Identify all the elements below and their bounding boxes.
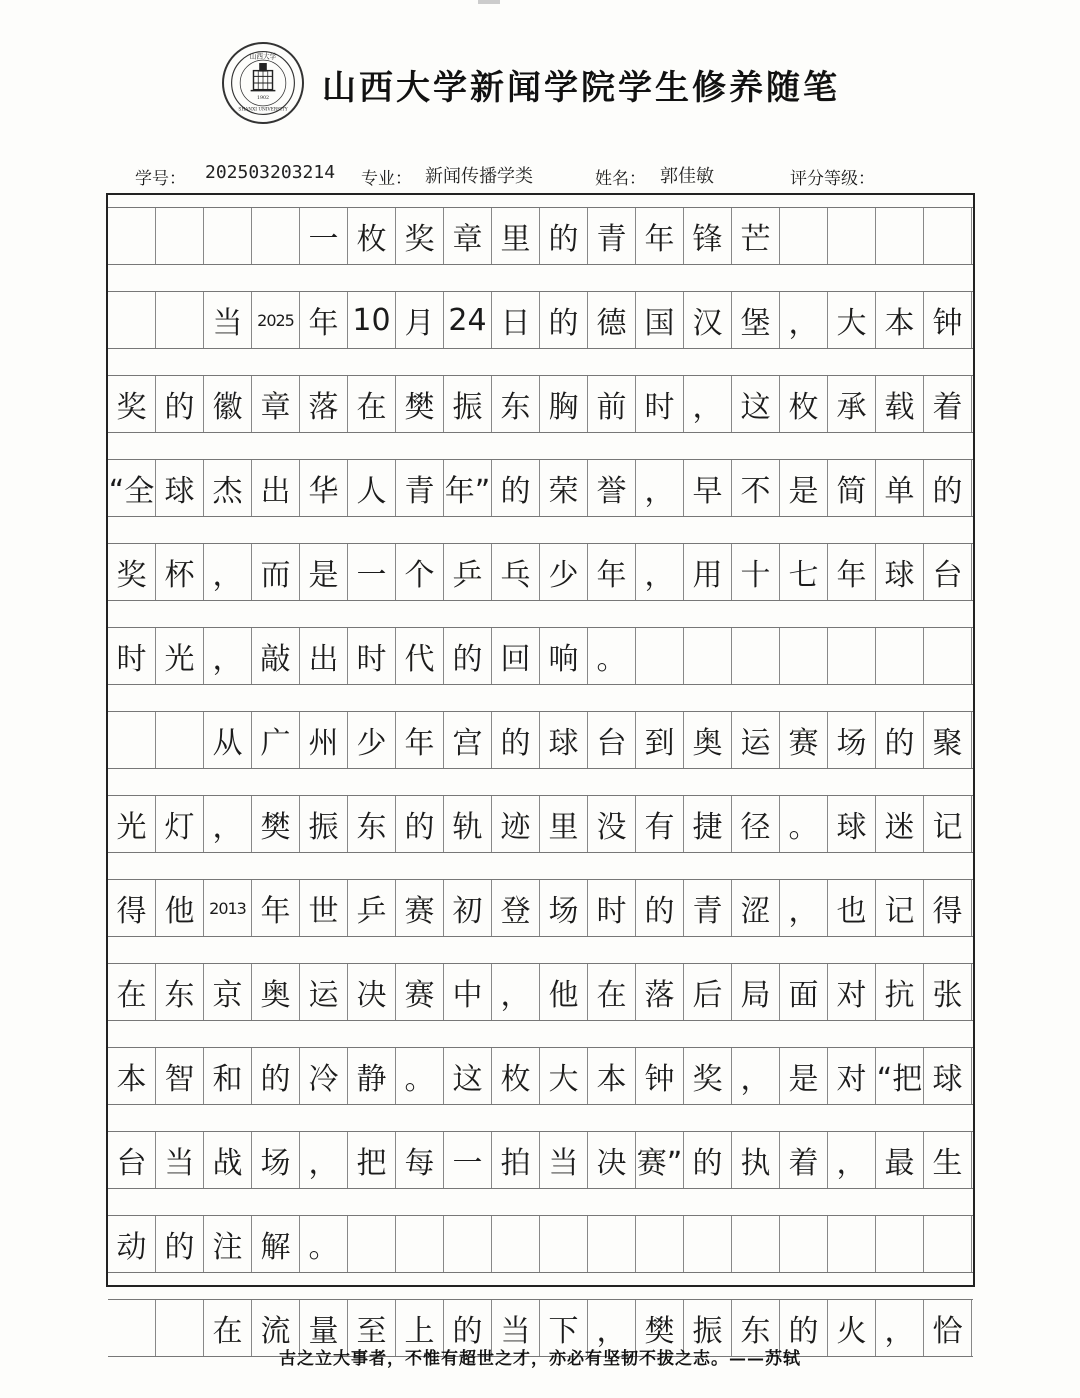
grid-cell: 时 (588, 880, 636, 936)
grid-cell: 一 (300, 208, 348, 264)
grid-cell: 拍 (492, 1132, 540, 1188)
grid-cell: 汉 (684, 292, 732, 348)
grid-cell: 有 (636, 796, 684, 852)
grid-row (108, 627, 973, 685)
grid-cell: 和 (204, 1048, 252, 1104)
grid-cell: 章 (252, 376, 300, 432)
grid-cell: 京 (204, 964, 252, 1020)
grid-cell: 振 (300, 796, 348, 852)
grid-cell: 的 (876, 712, 924, 768)
grid-cell: 锋 (684, 208, 732, 264)
grid-cell: 下 (540, 1300, 588, 1356)
grid-cell: 是 (300, 544, 348, 600)
grid-cell: 樊 (252, 796, 300, 852)
grid-cell: 前 (588, 376, 636, 432)
grid-cell: 这 (444, 1048, 492, 1104)
grid-cell: 量 (300, 1300, 348, 1356)
grid-cell: 后 (684, 964, 732, 1020)
grid-cell: 的 (252, 1048, 300, 1104)
grid-row (108, 879, 973, 937)
grid-cell: 球 (876, 544, 924, 600)
grid-cell: 奥 (252, 964, 300, 1020)
grid-cell: 载 (876, 376, 924, 432)
grid-cell: 决 (588, 1132, 636, 1188)
grid-cell: 青 (684, 880, 732, 936)
grid-cell: 的 (540, 292, 588, 348)
grid-cell: 赛” (636, 1132, 684, 1188)
grid-cell: 场 (828, 712, 876, 768)
grid-cell: 场 (540, 880, 588, 936)
grid-cell: 世 (300, 880, 348, 936)
grid-cell: 时 (108, 628, 156, 684)
grid-cell: 月 (396, 292, 444, 348)
university-seal-icon (224, 44, 302, 122)
grid-cell: 单 (876, 460, 924, 516)
grid-cell: 生 (924, 1132, 972, 1188)
grid-cell: 得 (108, 880, 156, 936)
grid-cell: 他 (156, 880, 204, 936)
grid-cell: 在 (204, 1300, 252, 1356)
grid-cell: ， (588, 1300, 636, 1356)
grid-cell: 杯 (156, 544, 204, 600)
grid-cell (684, 1216, 732, 1272)
grid-cell: 赛 (780, 712, 828, 768)
grid-cell (732, 1216, 780, 1272)
grid-cell: 一 (348, 544, 396, 600)
grid-cell: 记 (924, 796, 972, 852)
grid-cell: 赛 (396, 880, 444, 936)
grid-cell: 东 (732, 1300, 780, 1356)
grid-cell: 。 (588, 628, 636, 684)
grid-cell: 乒 (348, 880, 396, 936)
grid-cell: 。 (396, 1048, 444, 1104)
grid-cell: 执 (732, 1132, 780, 1188)
grid-cell: 简 (828, 460, 876, 516)
grid-cell: 冷 (300, 1048, 348, 1104)
student-id-label: 学号： (135, 169, 186, 189)
grid-cell: 记 (876, 880, 924, 936)
grid-cell: 东 (348, 796, 396, 852)
grid-cell: 运 (732, 712, 780, 768)
grid-cell: 上 (396, 1300, 444, 1356)
grid-cell: 胸 (540, 376, 588, 432)
grid-cell: ， (300, 1132, 348, 1188)
grid-row (108, 1215, 973, 1273)
essay-grid (106, 193, 975, 1349)
grid-cell: 年 (828, 544, 876, 600)
grid-cell: 堡 (732, 292, 780, 348)
grid-cell: 樊 (636, 1300, 684, 1356)
grid-cell: 聚 (924, 712, 972, 768)
student-info-line (135, 158, 955, 192)
grid-cell: 东 (492, 376, 540, 432)
grid-cell: 杰 (204, 460, 252, 516)
grid-cell: 这 (732, 376, 780, 432)
grid-cell: 的 (492, 460, 540, 516)
grid-cell (156, 208, 204, 264)
grid-cell: 球 (924, 1048, 972, 1104)
grid-cell: 敲 (252, 628, 300, 684)
grid-cell (732, 628, 780, 684)
grid-cell: 捷 (684, 796, 732, 852)
grid-cell: 枚 (492, 1048, 540, 1104)
grid-cell: 静 (348, 1048, 396, 1104)
grid-cell: 径 (732, 796, 780, 852)
grid-cell: 把 (348, 1132, 396, 1188)
grid-cell: 的 (924, 460, 972, 516)
grid-cell: 一 (444, 1132, 492, 1188)
name-value: 郭佳敏 (660, 166, 714, 187)
grid-cell: 德 (588, 292, 636, 348)
grid-cell: 誉 (588, 460, 636, 516)
grid-cell: 振 (684, 1300, 732, 1356)
grade-label: 评分等级： (790, 169, 875, 189)
grid-cell: ， (684, 376, 732, 432)
grid-row (108, 543, 973, 601)
grid-cell: 日 (492, 292, 540, 348)
grid-cell (684, 628, 732, 684)
grid-cell: 当 (204, 292, 252, 348)
grid-cell: ， (780, 292, 828, 348)
grid-cell: 的 (636, 880, 684, 936)
name-label: 姓名： (595, 169, 646, 189)
grid-cell: 到 (636, 712, 684, 768)
grid-cell (540, 1216, 588, 1272)
logo-year: 1902 (256, 96, 270, 102)
grid-cell: 奖 (108, 544, 156, 600)
footer-quote: 古之立大事者，不惟有超世之才，亦必有坚韧不拔之志。——苏轼 (279, 1349, 801, 1369)
grid-cell: 。 (300, 1216, 348, 1272)
grid-cell: 着 (924, 376, 972, 432)
grid-cell: 中 (444, 964, 492, 1020)
grid-cell: 国 (636, 292, 684, 348)
grid-cell: 少 (540, 544, 588, 600)
grid-cell: 灯 (156, 796, 204, 852)
grid-cell: 是 (780, 1048, 828, 1104)
major-label: 专业： (361, 169, 412, 189)
grid-cell: 落 (300, 376, 348, 432)
grid-cell: 在 (348, 376, 396, 432)
grid-cell: 落 (636, 964, 684, 1020)
grid-row (108, 795, 973, 853)
grid-cell: 十 (732, 544, 780, 600)
grid-cell: 登 (492, 880, 540, 936)
grid-cell (924, 208, 972, 264)
grid-cell (444, 1216, 492, 1272)
grid-cell: 用 (684, 544, 732, 600)
grid-cell: 他 (540, 964, 588, 1020)
grid-cell: 当 (156, 1132, 204, 1188)
grid-cell: 振 (444, 376, 492, 432)
grid-cell: 赛 (396, 964, 444, 1020)
grid-cell: 光 (108, 796, 156, 852)
grid-cell: 钟 (924, 292, 972, 348)
grid-cell: 抗 (876, 964, 924, 1020)
grid-cell: 奥 (684, 712, 732, 768)
grid-cell: 荣 (540, 460, 588, 516)
grid-cell: 奖 (396, 208, 444, 264)
grid-cell: 光 (156, 628, 204, 684)
grid-cell (588, 1216, 636, 1272)
grid-cell: 面 (780, 964, 828, 1020)
grid-cell (156, 712, 204, 768)
grid-cell: 24 (444, 292, 492, 348)
grid-cell: 樊 (396, 376, 444, 432)
grid-cell: 恰 (924, 1300, 972, 1356)
grid-cell: 台 (588, 712, 636, 768)
grid-cell: 场 (252, 1132, 300, 1188)
grid-cell: 回 (492, 628, 540, 684)
grid-cell (348, 1216, 396, 1272)
grid-cell (492, 1216, 540, 1272)
grid-cell: ， (204, 796, 252, 852)
grid-cell: “全 (108, 460, 156, 516)
grid-cell (876, 628, 924, 684)
grid-cell: 的 (156, 1216, 204, 1272)
grid-cell: 枚 (780, 376, 828, 432)
grid-cell: 芒 (732, 208, 780, 264)
grid-cell: 在 (108, 964, 156, 1020)
grid-cell (636, 628, 684, 684)
grid-cell: 战 (204, 1132, 252, 1188)
grid-cell: 而 (252, 544, 300, 600)
grid-cell: 智 (156, 1048, 204, 1104)
grid-cell: 少 (348, 712, 396, 768)
grid-cell: 大 (540, 1048, 588, 1104)
grid-cell: 的 (492, 712, 540, 768)
grid-cell: 奖 (684, 1048, 732, 1104)
page-header (0, 0, 1080, 150)
grid-cell: 动 (108, 1216, 156, 1272)
grid-cell: 人 (348, 460, 396, 516)
grid-cell: 响 (540, 628, 588, 684)
grid-cell: 不 (732, 460, 780, 516)
grid-cell: 的 (156, 376, 204, 432)
grid-cell: 本 (108, 1048, 156, 1104)
grid-cell: 承 (828, 376, 876, 432)
grid-cell: 对 (828, 1048, 876, 1104)
grid-cell: 年 (588, 544, 636, 600)
grid-cell (780, 1216, 828, 1272)
grid-cell: 对 (828, 964, 876, 1020)
grid-cell: 时 (348, 628, 396, 684)
grid-cell (108, 208, 156, 264)
grid-cell: 乒 (444, 544, 492, 600)
grid-cell: “把 (876, 1048, 924, 1104)
grid-cell: 年 (396, 712, 444, 768)
grid-cell (396, 1216, 444, 1272)
grid-cell: 也 (828, 880, 876, 936)
grid-cell: 徽 (204, 376, 252, 432)
grid-cell: 球 (828, 796, 876, 852)
grid-cell: 解 (252, 1216, 300, 1272)
grid-cell: ， (828, 1132, 876, 1188)
grid-cell (108, 712, 156, 768)
grid-cell (876, 208, 924, 264)
grid-cell: 的 (540, 208, 588, 264)
grid-cell: 是 (780, 460, 828, 516)
grid-cell: ， (204, 544, 252, 600)
grid-cell: 初 (444, 880, 492, 936)
grid-cell: 每 (396, 1132, 444, 1188)
grid-cell (828, 628, 876, 684)
grid-row (108, 1047, 973, 1105)
grid-cell: 流 (252, 1300, 300, 1356)
grid-cell: 至 (348, 1300, 396, 1356)
major-value: 新闻传播学类 (425, 166, 533, 187)
grid-cell: 台 (108, 1132, 156, 1188)
grid-cell: ， (492, 964, 540, 1020)
grid-cell (636, 1216, 684, 1272)
grid-cell: 的 (444, 1300, 492, 1356)
grid-cell: ， (636, 460, 684, 516)
grid-cell: 。 (780, 796, 828, 852)
grid-row (108, 207, 973, 265)
grid-cell: ， (780, 880, 828, 936)
grid-cell: 年” (444, 460, 492, 516)
grid-cell: 的 (780, 1300, 828, 1356)
grid-cell: 钟 (636, 1048, 684, 1104)
grid-cell: 2013 (204, 880, 252, 936)
grid-cell: 的 (444, 628, 492, 684)
grid-cell: 迷 (876, 796, 924, 852)
grid-cell: 球 (540, 712, 588, 768)
grid-cell: 张 (924, 964, 972, 1020)
page-title: 山西大学新闻学院学生修养随笔 (322, 68, 840, 108)
grid-cell (828, 208, 876, 264)
grid-cell (156, 292, 204, 348)
logo-top-text: 山西大学 (249, 52, 277, 61)
grid-cell: 东 (156, 964, 204, 1020)
grid-cell (924, 628, 972, 684)
grid-cell: 章 (444, 208, 492, 264)
grid-row (108, 1131, 973, 1189)
grid-cell: 着 (780, 1132, 828, 1188)
grid-cell: ， (732, 1048, 780, 1104)
grid-cell: 时 (636, 376, 684, 432)
grid-cell: 州 (300, 712, 348, 768)
grid-cell: 个 (396, 544, 444, 600)
grid-cell: 最 (876, 1132, 924, 1188)
grid-cell (108, 292, 156, 348)
grid-cell: 迹 (492, 796, 540, 852)
grid-cell: ， (204, 628, 252, 684)
grid-cell: 出 (252, 460, 300, 516)
grid-row (108, 459, 973, 517)
grid-cell: 宫 (444, 712, 492, 768)
grid-cell: 球 (156, 460, 204, 516)
grid-cell: 枚 (348, 208, 396, 264)
grid-cell (828, 1216, 876, 1272)
grid-cell: 年 (300, 292, 348, 348)
grid-cell: 代 (396, 628, 444, 684)
grid-cell: 2025 (252, 292, 300, 348)
grid-cell: 当 (540, 1132, 588, 1188)
grid-cell: 没 (588, 796, 636, 852)
grid-cell: 青 (396, 460, 444, 516)
grid-cell: 大 (828, 292, 876, 348)
grid-cell: ， (636, 544, 684, 600)
grid-cell: 的 (684, 1132, 732, 1188)
grid-cell: 早 (684, 460, 732, 516)
grid-cell: 注 (204, 1216, 252, 1272)
student-id-value: 202503203214 (205, 162, 336, 183)
grid-cell: 里 (540, 796, 588, 852)
university-logo (222, 42, 304, 124)
grid-cell: 奖 (108, 376, 156, 432)
grid-cell: 的 (396, 796, 444, 852)
grid-cell: 涩 (732, 880, 780, 936)
grid-cell: 在 (588, 964, 636, 1020)
grid-row (108, 711, 973, 769)
grid-cell: 里 (492, 208, 540, 264)
grid-row (108, 291, 973, 349)
grid-cell: 10 (348, 292, 396, 348)
grid-cell: 广 (252, 712, 300, 768)
grid-cell (780, 628, 828, 684)
grid-cell (876, 1216, 924, 1272)
grid-cell: 火 (828, 1300, 876, 1356)
grid-cell (924, 1216, 972, 1272)
grid-cell: 得 (924, 880, 972, 936)
grid-cell: 本 (876, 292, 924, 348)
grid-row (108, 963, 973, 1021)
grid-cell: 当 (492, 1300, 540, 1356)
grid-cell (252, 208, 300, 264)
grid-cell: 决 (348, 964, 396, 1020)
logo-bottom-text: SHANXI UNIVERSITY (238, 107, 288, 113)
grid-cell: 出 (300, 628, 348, 684)
grid-cell: 台 (924, 544, 972, 600)
grid-cell: 年 (636, 208, 684, 264)
grid-cell: 从 (204, 712, 252, 768)
grid-cell: 运 (300, 964, 348, 1020)
grid-cell: 七 (780, 544, 828, 600)
grid-cell: 本 (588, 1048, 636, 1104)
grid-cell (204, 208, 252, 264)
grid-cell: 局 (732, 964, 780, 1020)
grid-cell: 轨 (444, 796, 492, 852)
grid-cell: 年 (252, 880, 300, 936)
grid-cell: ， (876, 1300, 924, 1356)
grid-cell (780, 208, 828, 264)
grid-cell: 华 (300, 460, 348, 516)
grid-cell: 青 (588, 208, 636, 264)
grid-cell: 乓 (492, 544, 540, 600)
grid-row (108, 375, 973, 433)
